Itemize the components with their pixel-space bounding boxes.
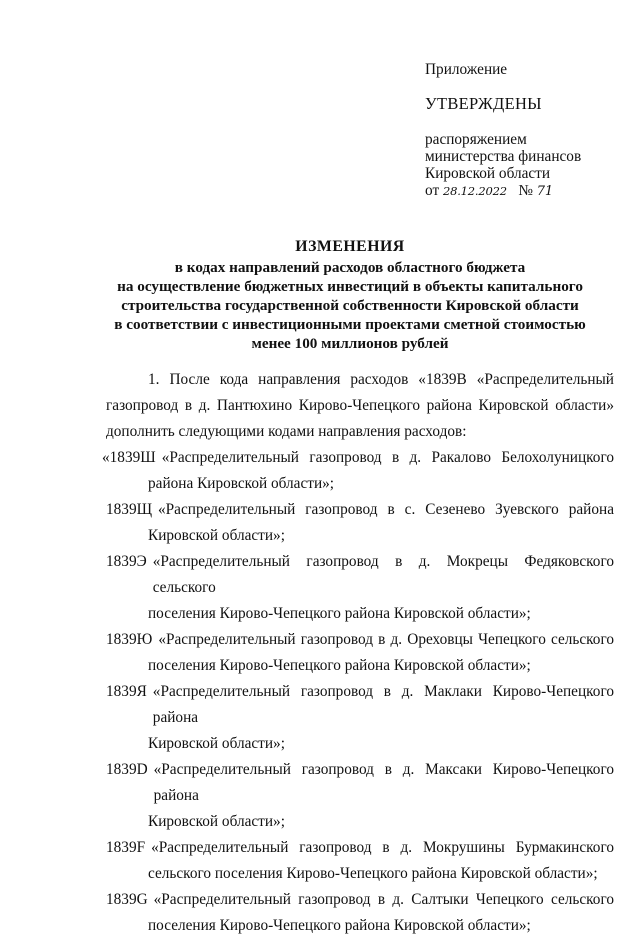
- code-description-line-2: поселения Кирово-Чепецкого района Кировской области»;: [148, 605, 531, 622]
- code-description-line-1: «Распределительный газопровод в д. Маклаки Кирово-Чепецкого района: [152, 683, 614, 726]
- code-description-line-1: «Распределительный газопровод в с. Сезенево Зуевского района: [158, 501, 614, 518]
- code-entry: [106, 679, 614, 757]
- code-description-line-2: поселения Кирово-Чепецкого района Кировской области»;: [148, 917, 531, 934]
- approved-label: УТВЕРЖДЕНЫ: [425, 94, 542, 113]
- intro-line-3: дополнить следующими кодами направления расходов:: [106, 423, 467, 440]
- code-entry-line-1: [106, 887, 614, 913]
- intro-line-2: газопровод в д. Пантюхино Кирово-Чепецкого района Кировской области»: [106, 397, 614, 414]
- expense-code: 1839G: [106, 891, 148, 908]
- expense-code: 1839F: [106, 839, 146, 856]
- title-main: ИЗМЕНЕНИЯ: [295, 238, 405, 255]
- expense-code: 1839Ю: [106, 631, 153, 648]
- code-description-line-2: района Кировской области»;: [148, 475, 335, 492]
- code-description-line-2: Кировской области»;: [148, 735, 285, 752]
- code-entry-line-1: [106, 627, 614, 653]
- expense-code: 1839Щ: [106, 501, 153, 518]
- intro-line-1: 1. После кода направления расходов «1839В «Распределительный: [148, 371, 614, 388]
- handwritten-date: 28.12.2022: [442, 184, 507, 198]
- code-description-line-1: «Распределительный газопровод в д. Салтыки Чепецкого сельского: [153, 891, 614, 908]
- title-line-2: на осуществление бюджетных инвестиций в объекты капитального: [117, 278, 583, 295]
- code-description-line-2: поселения Кирово-Чепецкого района Кировской области»;: [148, 657, 531, 674]
- document-title: [70, 237, 630, 353]
- code-entry: [106, 835, 614, 887]
- expense-code: 1839D: [106, 761, 148, 778]
- appendix-label: Приложение: [425, 61, 508, 78]
- code-description-line-1: «Распределительный газопровод в д. Максаки Кирово-Чепецкого района: [153, 761, 614, 804]
- code-entry: [106, 497, 614, 549]
- approval-authority: [425, 131, 581, 200]
- number-label: №: [518, 182, 533, 199]
- code-entry-line-1: [106, 679, 614, 731]
- code-description-line-1: «Распределительный газопровод в д. Мокрецы Федяковского сельского: [152, 553, 614, 596]
- code-entry-line-1: [102, 445, 614, 471]
- code-entry-line-1: [106, 497, 614, 523]
- handwritten-number: 71: [536, 184, 553, 199]
- code-entry: [106, 887, 614, 939]
- intro-paragraph: [106, 367, 614, 445]
- expense-code: «1839Ш: [102, 449, 156, 466]
- code-entry: [106, 627, 614, 679]
- code-description-line-1: «Распределительный газопровод в д. Ракалово Белохолуницкого: [161, 449, 614, 466]
- from-label: от: [425, 182, 440, 199]
- date-number-line: [425, 182, 581, 200]
- code-entry-line-1: [106, 757, 614, 809]
- expense-code: 1839Э: [106, 553, 147, 570]
- title-line-4: в соответствии с инвестиционными проектами сметной стоимостью: [114, 316, 586, 333]
- authority-line-2: министерства финансов: [425, 148, 582, 165]
- title-line-3: строительства государственной собственности Кировской области: [121, 297, 579, 314]
- code-entry: [106, 549, 614, 627]
- code-entry-line-1: [106, 835, 614, 861]
- code-entries-list: [102, 445, 614, 939]
- code-description-line-2: Кировской области»;: [148, 527, 285, 544]
- code-description-line-2: Кировской области»;: [148, 813, 285, 830]
- authority-line-1: распоряжением: [425, 131, 527, 148]
- code-entry: [102, 445, 614, 497]
- code-description-line-1: «Распределительный газопровод в д. Ореховцы Чепецкого сельского: [158, 631, 614, 648]
- title-line-5: менее 100 миллионов рублей: [251, 335, 449, 352]
- authority-line-3: Кировской области: [425, 165, 551, 182]
- code-description-line-2: сельского поселения Кирово-Чепецкого района Кировской области»;: [148, 865, 598, 882]
- code-description-line-1: «Распределительный газопровод в д. Мокрушины Бурмакинского: [151, 839, 614, 856]
- document-body: [102, 367, 614, 939]
- expense-code: 1839Я: [106, 683, 147, 700]
- code-entry: [106, 757, 614, 835]
- code-entry-line-1: [106, 549, 614, 601]
- title-line-1: в кодах направлений расходов областного бюджета: [174, 259, 526, 276]
